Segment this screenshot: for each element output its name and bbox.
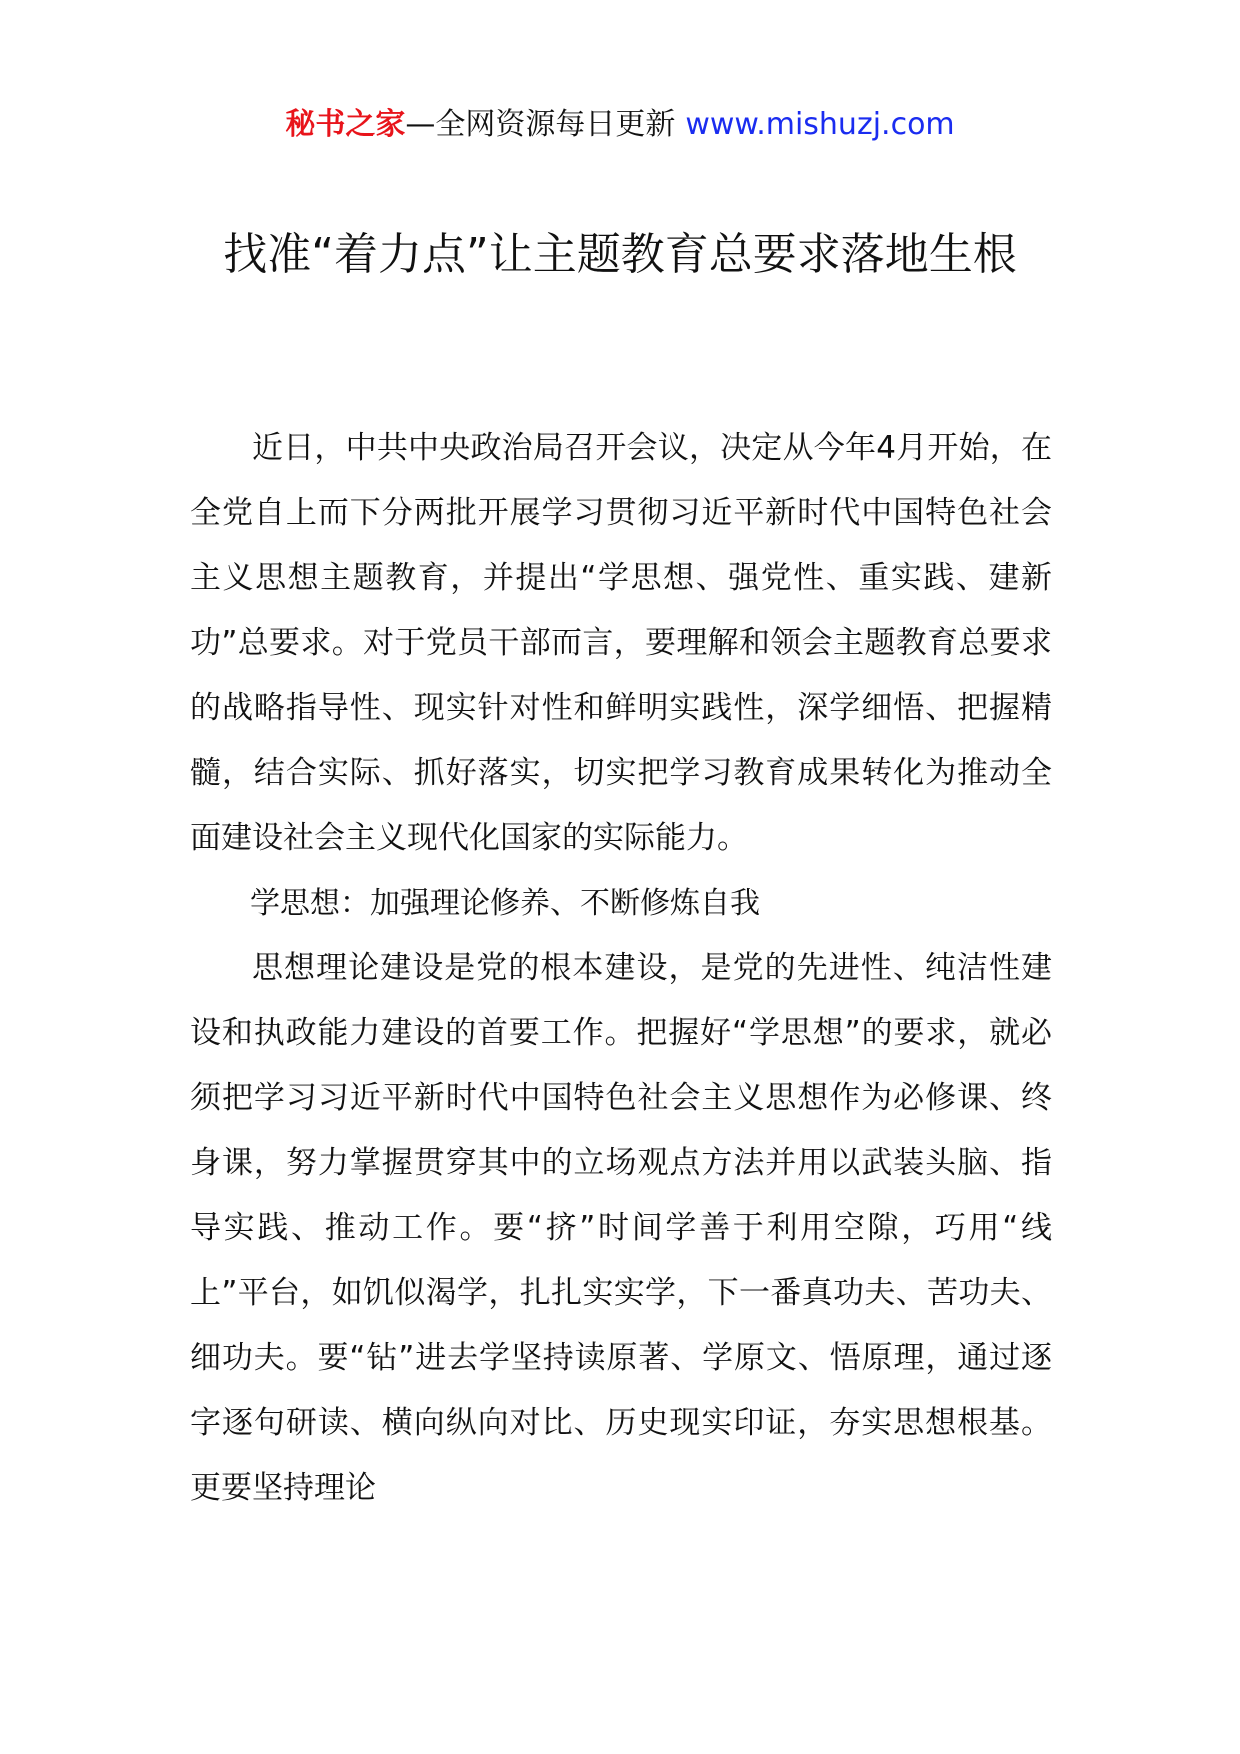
site-header: [0, 100, 1240, 150]
header-slogan: —全网资源每日更新: [405, 107, 676, 142]
article-body: [190, 416, 1052, 1521]
article-title: 找准“着力点”让主题教育总要求落地生根: [223, 229, 1017, 280]
brand-name: 秘书之家: [285, 107, 406, 142]
section-heading: 学思想：加强理论修养、不断修炼自我: [250, 886, 760, 921]
site-url-link[interactable]: www.mishuzj.com: [685, 107, 955, 142]
body-paragraph: 近日，中共中央政治局召开会议，决定从今年4月开始，在全党自上而下分两批开展学习贯彻习近平新时代中国特色社会主义思想主题教育，并提出“学思想、强党性、重实践、建新功”总要求。对于党员干部而言，要理解和领会主题教育总要求的战略指导性、现实针对性和鲜明实践性，深学细悟、把握精髓，结合实际、抓好落实，切实把学习教育成果转化为推动全面建设社会主义现代化国家的实际能力。: [190, 430, 1052, 856]
body-paragraph: 思想理论建设是党的根本建设，是党的先进性、纯洁性建设和执政能力建设的首要工作。把握好“学思想”的要求，就必须把学习习近平新时代中国特色社会主义思想作为必修课、终身课，努力掌握贯穿其中的立场观点方法并用以武装头脑、指导实践、推动工作。要“挤”时间学善于利用空隙，巧用“线上”平台，如饥似渴学，扎扎实实学，下一番真功夫、苦功夫、细功夫。要“钻”进去学坚持读原著、学原文、悟原理，通过逐字逐句研读、横向纵向对比、历史现实印证，夯实思想根基。更要坚持理论: [190, 950, 1052, 1506]
